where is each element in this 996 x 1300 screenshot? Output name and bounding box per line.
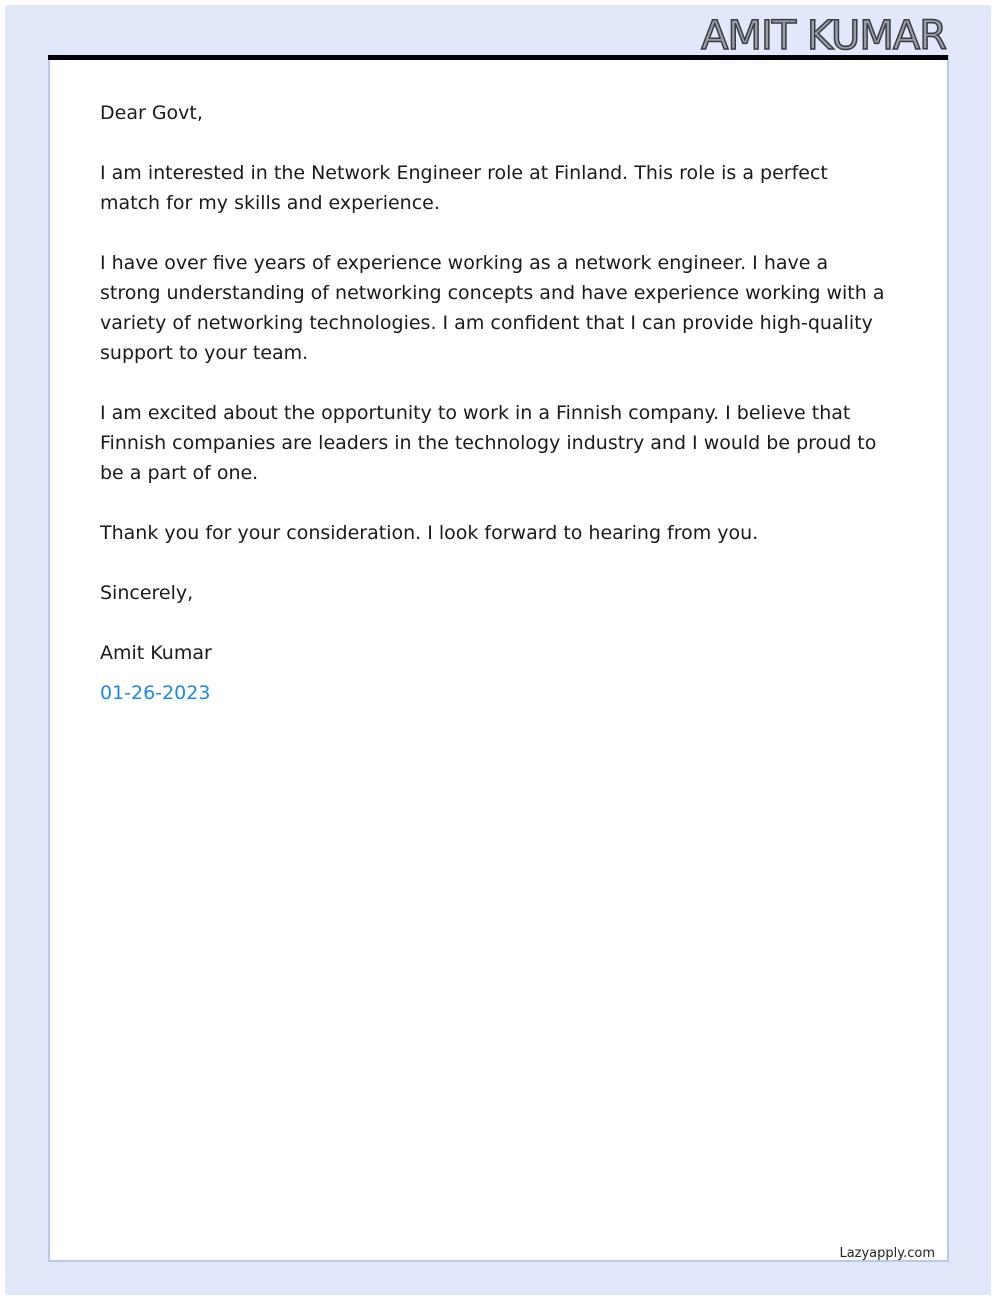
- paragraph: I am interested in the Network Engineer role at Finland. This role is a perfect match for my skills and experience.: [100, 162, 828, 214]
- salutation: Dear Govt,: [100, 102, 203, 124]
- paragraph: Thank you for your consideration. I look forward to hearing from you.: [100, 522, 759, 544]
- closing: Sincerely,: [100, 582, 194, 604]
- letter-body: [100, 98, 890, 708]
- letter-date: 01-26-2023: [100, 682, 211, 704]
- signature: Amit Kumar: [100, 642, 212, 664]
- paragraph: I have over five years of experience working as a network engineer. I have a strong understanding of networking concepts and have experience working with a variety of networking technologies. I am confident that I can provide high-quality support to your team.: [100, 252, 885, 364]
- applicant-name-heading: AMIT KUMAR: [701, 13, 946, 59]
- footer-brand: Lazyapply.com: [839, 1246, 935, 1261]
- paragraph: I am excited about the opportunity to work in a Finnish company. I believe that Finnish companies are leaders in the technology industry and I would be proud to be a part of one.: [100, 402, 877, 484]
